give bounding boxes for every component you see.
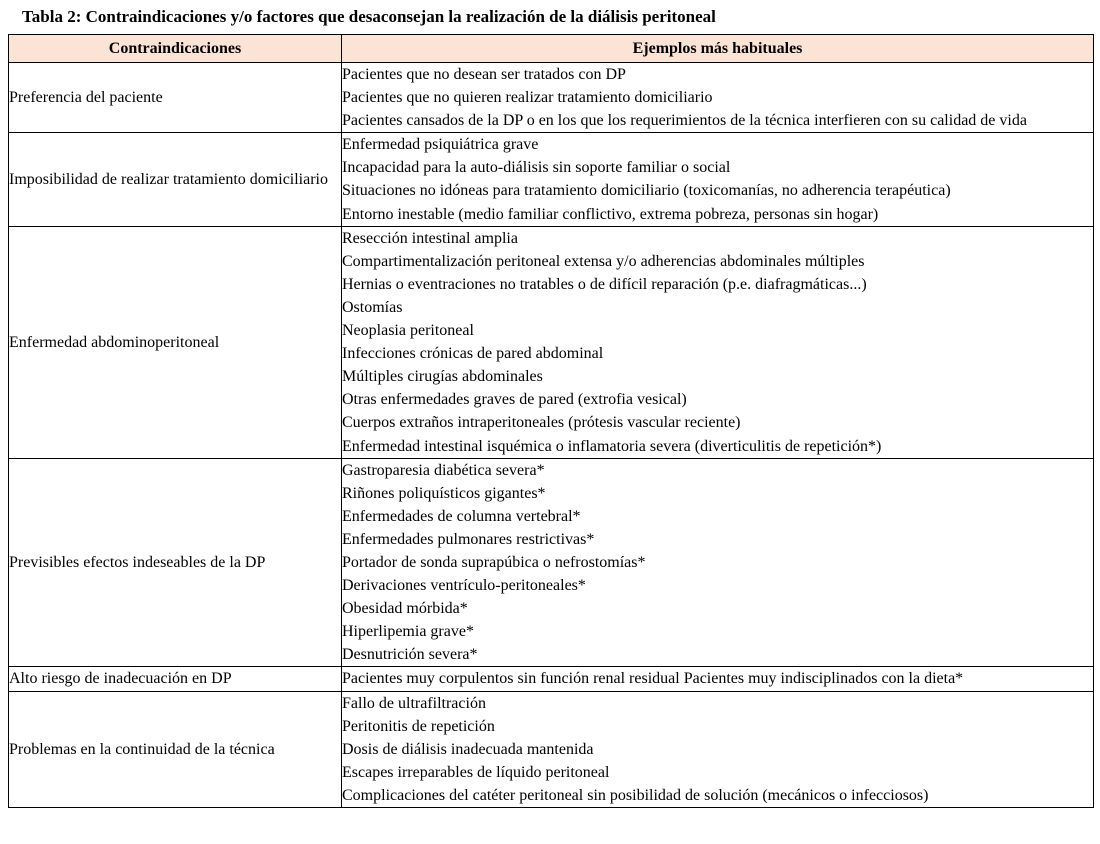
examples-cell [342, 133, 1094, 226]
example-item: Hernias o eventraciones no tratables o de difícil reparación (p.e. diafragmáticas...) [342, 275, 867, 293]
example-item: Derivaciones ventrículo-peritoneales* [342, 577, 586, 595]
example-item: Desnutrición severa* [342, 646, 478, 664]
category-cell: Previsibles efectos indeseables de la DP [9, 458, 342, 667]
category-cell: Imposibilidad de realizar tratamiento domiciliario [9, 133, 342, 226]
example-item: Resección intestinal amplia [342, 229, 518, 247]
contraindications-table [8, 34, 1094, 808]
example-item: Gastroparesia diabética severa* [342, 461, 545, 479]
example-item: Obesidad mórbida* [342, 600, 468, 618]
examples-cell [342, 691, 1094, 807]
table-row [9, 226, 1094, 458]
table-row [9, 458, 1094, 667]
examples-cell [342, 226, 1094, 458]
example-item: Múltiples cirugías abdominales [342, 368, 543, 386]
example-item: Enfermedades pulmonares restrictivas* [342, 530, 595, 548]
table-row [9, 133, 1094, 226]
example-item: Hiperlipemia grave* [342, 623, 474, 641]
examples-cell [342, 458, 1094, 667]
example-item: Riñones poliquísticos gigantes* [342, 484, 546, 502]
example-item: Pacientes cansados de la DP o en los que los requerimientos de la técnica interfieren con su calidad de vida [342, 112, 1027, 130]
example-item: Dosis de diálisis inadecuada mantenida [342, 740, 594, 758]
example-item: Portador de sonda suprapúbica o nefrostomías* [342, 553, 646, 571]
example-item: Compartimentalización peritoneal extensa y/o adherencias abdominales múltiples [342, 252, 865, 270]
example-item: Enfermedad psiquiátrica grave [342, 136, 539, 154]
example-item: Pacientes que no quieren realizar tratamiento domiciliario [342, 89, 713, 107]
example-item: Pacientes muy corpulentos sin función renal residual Pacientes muy indisciplinados con la dieta* [342, 670, 964, 688]
examples-cell [342, 667, 1094, 691]
table-row [9, 63, 1094, 133]
example-item: Entorno inestable (medio familiar conflictivo, extrema pobreza, personas sin hogar) [342, 205, 879, 223]
example-item: Enfermedad intestinal isquémica o inflamatoria severa (diverticulitis de repetición*) [342, 437, 882, 455]
category-cell: Preferencia del paciente [9, 63, 342, 133]
example-item: Enfermedades de columna vertebral* [342, 507, 581, 525]
table-row [9, 691, 1094, 807]
header-ejemplos: Ejemplos más habituales [342, 35, 1094, 63]
category-cell: Problemas en la continuidad de la técnica [9, 691, 342, 807]
example-item: Situaciones no idóneas para tratamiento domiciliario (toxicomanías, no adherencia terapéutica) [342, 182, 951, 200]
example-item: Incapacidad para la auto-diálisis sin soporte familiar o social [342, 159, 731, 177]
example-item: Escapes irreparables de líquido peritoneal [342, 763, 610, 781]
examples-cell [342, 63, 1094, 133]
example-item: Pacientes que no desean ser tratados con DP [342, 66, 626, 83]
example-item: Otras enfermedades graves de pared (extrofia vesical) [342, 391, 687, 409]
example-item: Cuerpos extraños intraperitoneales (prótesis vascular reciente) [342, 414, 741, 432]
example-item: Peritonitis de repetición [342, 717, 495, 735]
table-row [9, 667, 1094, 691]
category-cell: Enfermedad abdominoperitoneal [9, 226, 342, 458]
example-item: Fallo de ultrafiltración [342, 694, 486, 712]
example-item: Infecciones crónicas de pared abdominal [342, 345, 604, 363]
example-item: Neoplasia peritoneal [342, 322, 474, 340]
example-item: Complicaciones del catéter peritoneal sin posibilidad de solución (mecánicos o infecciosos) [342, 786, 929, 804]
header-contraindicaciones: Contraindicaciones [9, 35, 342, 63]
table-header-row [9, 35, 1094, 63]
table-caption: Tabla 2: Contraindicaciones y/o factores que desaconsejan la realización de la diálisis peritoneal [22, 7, 716, 26]
example-item: Ostomías [342, 298, 403, 316]
category-cell: Alto riesgo de inadecuación en DP [9, 667, 342, 691]
